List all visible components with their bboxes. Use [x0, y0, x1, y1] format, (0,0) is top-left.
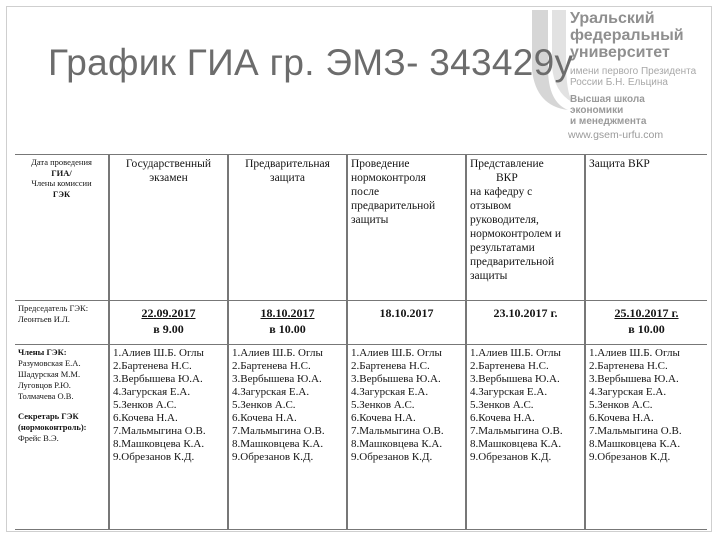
- member-list: [113, 347, 224, 464]
- members-label: Члены ГЭК:: [18, 347, 67, 357]
- header-line: на кафедру с: [470, 186, 533, 198]
- list-item: 1.Алиев Ш.Б. Оглы: [589, 347, 680, 359]
- logo-line: университет: [570, 44, 670, 61]
- list-item: 5.Зенков А.С.: [113, 399, 177, 411]
- list-item: 3.Вербышева Ю.А.: [113, 373, 203, 385]
- logo-line: имени первого Президента: [570, 66, 697, 77]
- corner-header-line: ГИА/: [51, 167, 72, 178]
- header-line: защита: [270, 172, 305, 184]
- header-line: Проведение: [351, 158, 410, 170]
- chair-cell: [15, 301, 109, 345]
- list-item: 2.Бартенева Н.С.: [232, 360, 311, 372]
- list-item: 9.Обрезанов К.Д.: [470, 451, 552, 463]
- member-name: Луговцов Р.Ю.: [18, 380, 71, 390]
- date-cell-submission: [466, 301, 585, 345]
- member-list-cell: [109, 345, 228, 530]
- list-item: 2.Бартенева Н.С.: [470, 360, 549, 372]
- list-item: 7.Мальмыгина О.В.: [351, 425, 444, 437]
- list-item: 1.Алиев Ш.Б. Оглы: [232, 347, 323, 359]
- list-item: 6.Кочева Н.А.: [351, 412, 416, 424]
- secretary-label: Секретарь ГЭК (нормоконтроль):: [18, 411, 87, 432]
- member-name: Шадурская М.М.: [18, 369, 81, 379]
- date-line: 25.10.2017 г.: [614, 306, 679, 320]
- header-line: предварительной: [470, 256, 555, 268]
- corner-header-line: Дата проведения: [31, 157, 92, 167]
- date-cell-pre-defense: [228, 301, 347, 345]
- list-item: 7.Мальмыгина О.В.: [589, 425, 682, 437]
- table-header-row: [15, 155, 707, 301]
- list-item: 4.Загурская Е.А.: [470, 386, 548, 398]
- header-cell-norm-control: [347, 155, 466, 301]
- list-item: 6.Кочева Н.А.: [589, 412, 654, 424]
- header-line: защиты: [351, 214, 389, 226]
- logo-line: России Б.Н. Ельцина: [570, 77, 668, 88]
- header-line: после: [351, 186, 380, 198]
- header-line: Предварительная: [245, 158, 330, 170]
- header-cell-pre-defense: [228, 155, 347, 301]
- corner-header-line: Члены комиссии: [31, 178, 92, 188]
- date-line: 23.10.2017 г.: [493, 306, 558, 320]
- table-date-row: [15, 301, 707, 345]
- header-line: предварительной: [351, 200, 436, 212]
- member-list: [351, 347, 462, 464]
- list-item: 3.Вербышева Ю.А.: [589, 373, 679, 385]
- logo-line: Уральский: [570, 10, 655, 27]
- header-line: нормоконтролем и: [470, 228, 562, 240]
- list-item: 3.Вербышева Ю.А.: [232, 373, 322, 385]
- commission-members-cell: [15, 345, 109, 530]
- date-cell-defense: [585, 301, 707, 345]
- header-line: Государственный: [125, 158, 212, 170]
- corner-header-line: ГЭК: [52, 188, 71, 199]
- list-item: 8.Машковцева К.А.: [113, 438, 205, 450]
- logo-line: федеральный: [570, 27, 684, 44]
- list-item: 1.Алиев Ш.Б. Оглы: [113, 347, 204, 359]
- schedule-table: [15, 154, 707, 530]
- date-cell-norm-control: [347, 301, 466, 345]
- logo-school-name: [570, 94, 646, 127]
- list-item: 7.Мальмыгина О.В.: [232, 425, 325, 437]
- list-item: 8.Машковцева К.А.: [589, 438, 681, 450]
- list-item: 8.Машковцева К.А.: [232, 438, 324, 450]
- list-item: 8.Машковцева К.А.: [351, 438, 443, 450]
- table-members-row: [15, 345, 707, 530]
- member-name: Толмачева О.В.: [18, 391, 74, 401]
- list-item: 2.Бартенева Н.С.: [113, 360, 192, 372]
- member-list: [470, 347, 581, 464]
- slide-title: График ГИА гр. ЭМЗ- 343429у: [48, 42, 574, 83]
- list-item: 4.Загурская Е.А.: [589, 386, 667, 398]
- logo-url: www.gsem-urfu.com: [568, 129, 664, 141]
- list-item: 5.Зенков А.С.: [232, 399, 296, 411]
- header-line: Защита ВКР: [589, 158, 650, 170]
- list-item: 8.Машковцева К.А.: [470, 438, 562, 450]
- logo-line: Высшая школа: [570, 94, 645, 105]
- date-line: в 10.00: [269, 322, 306, 336]
- list-item: 9.Обрезанов К.Д.: [232, 451, 314, 463]
- list-item: 1.Алиев Ш.Б. Оглы: [470, 347, 561, 359]
- list-item: 9.Обрезанов К.Д.: [351, 451, 433, 463]
- list-item: 3.Вербышева Ю.А.: [470, 373, 560, 385]
- header-line: отзывом: [470, 200, 512, 212]
- list-item: 6.Кочева Н.А.: [470, 412, 535, 424]
- header-line: нормоконтроля: [351, 172, 426, 184]
- list-item: 5.Зенков А.С.: [589, 399, 653, 411]
- member-list-cell: [466, 345, 585, 530]
- member-name: Разумовская Е.А.: [18, 358, 81, 368]
- header-cell-defense: [585, 155, 707, 301]
- date-line: 18.10.2017: [260, 306, 315, 320]
- logo-university-name: [570, 10, 684, 61]
- date-cell-state-exam: [109, 301, 228, 345]
- list-item: 6.Кочева Н.А.: [113, 412, 178, 424]
- logo-line: экономики: [570, 105, 624, 116]
- list-item: 5.Зенков А.С.: [351, 399, 415, 411]
- logo-named-after: [570, 66, 696, 88]
- header-line: руководителя,: [470, 214, 539, 226]
- date-line: 18.10.2017: [379, 306, 434, 320]
- list-item: 2.Бартенева Н.С.: [589, 360, 668, 372]
- list-item: 3.Вербышева Ю.А.: [351, 373, 441, 385]
- member-list: [232, 347, 343, 464]
- header-line: результатами: [470, 242, 535, 254]
- chair-label: Председатель ГЭК:: [18, 303, 89, 313]
- list-item: 1.Алиев Ш.Б. Оглы: [351, 347, 442, 359]
- date-line: 22.09.2017: [141, 306, 196, 320]
- member-list: [589, 347, 704, 464]
- header-line: Представление: [470, 158, 544, 170]
- date-line: в 9.00: [153, 322, 184, 336]
- header-cell-submission: [466, 155, 585, 301]
- list-item: 5.Зенков А.С.: [470, 399, 534, 411]
- secretary-name: Фрейс В.Э.: [18, 433, 59, 443]
- list-item: 9.Обрезанов К.Д.: [113, 451, 195, 463]
- header-line: ВКР: [496, 172, 518, 184]
- member-list-cell: [585, 345, 707, 530]
- list-item: 4.Загурская Е.А.: [351, 386, 429, 398]
- corner-header-cell: [15, 155, 109, 301]
- list-item: 9.Обрезанов К.Д.: [589, 451, 671, 463]
- header-line: защиты: [470, 270, 508, 282]
- logo-line: и менеджмента: [570, 116, 647, 127]
- header-cell-state-exam: [109, 155, 228, 301]
- header-line: экзамен: [149, 172, 188, 184]
- date-line: в 10.00: [628, 322, 665, 336]
- list-item: 6.Кочева Н.А.: [232, 412, 297, 424]
- list-item: 7.Мальмыгина О.В.: [470, 425, 563, 437]
- list-item: 2.Бартенева Н.С.: [351, 360, 430, 372]
- list-item: 7.Мальмыгина О.В.: [113, 425, 206, 437]
- chair-name: Леонтьев И.Л.: [18, 314, 70, 324]
- list-item: 4.Загурская Е.А.: [232, 386, 310, 398]
- list-item: 4.Загурская Е.А.: [113, 386, 191, 398]
- member-list-cell: [347, 345, 466, 530]
- member-list-cell: [228, 345, 347, 530]
